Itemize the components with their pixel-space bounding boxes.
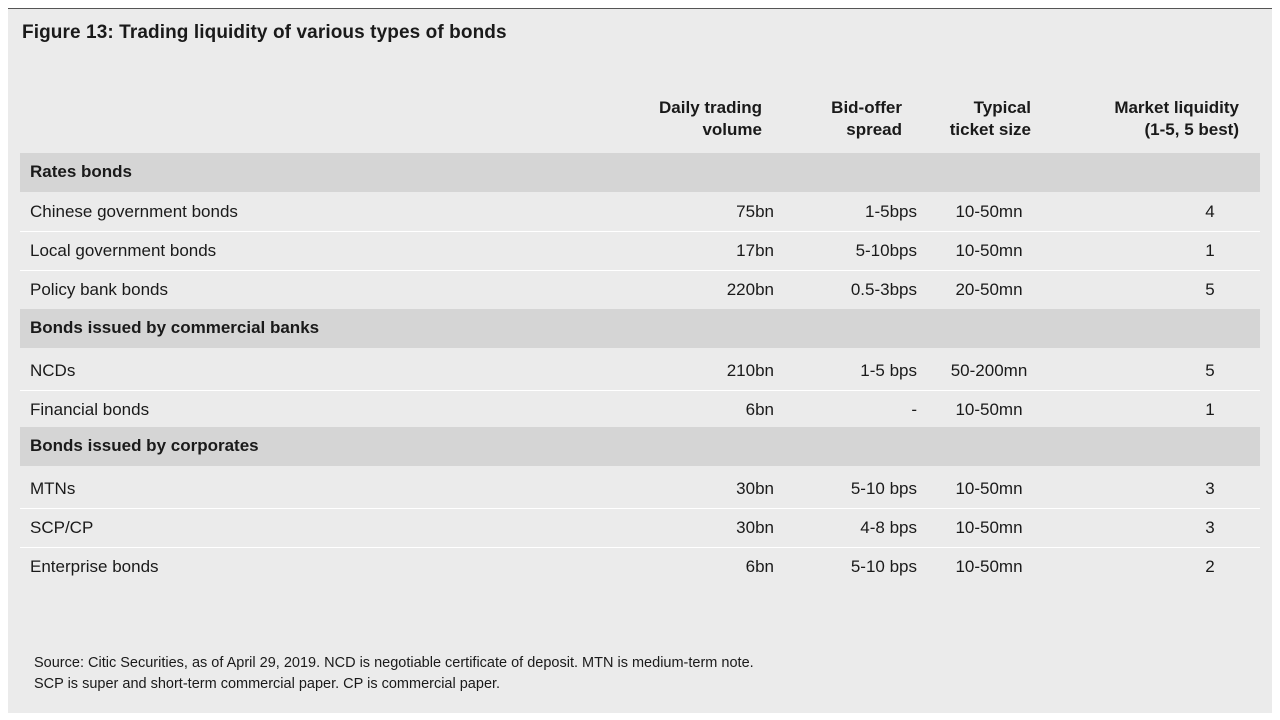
- bond-type-cell: Policy bank bonds: [30, 280, 168, 299]
- table-row: [20, 231, 1260, 271]
- header-line: Bid-offer: [831, 98, 902, 117]
- header-market-liquidity: [1114, 97, 1239, 141]
- header-typical-ticket-size: [950, 97, 1031, 141]
- ticket-size-cell: 10-50mn: [955, 518, 1023, 537]
- bond-type-cell: NCDs: [30, 361, 76, 380]
- section-corporates: [20, 427, 1260, 466]
- table-row: [20, 547, 1260, 586]
- liquidity-cell: 5: [1205, 361, 1215, 380]
- header-line: Daily trading: [659, 98, 762, 117]
- volume-cell: 6bn: [745, 557, 774, 576]
- spread-cell: 1-5bps: [865, 202, 917, 221]
- ticket-size-cell: 10-50mn: [955, 241, 1023, 260]
- volume-cell: 30bn: [736, 518, 774, 537]
- spread-cell: -: [911, 400, 917, 419]
- section-label: Bonds issued by commercial banks: [30, 318, 320, 337]
- bond-type-cell: Local government bonds: [30, 241, 217, 260]
- section-rates-bonds: [20, 153, 1260, 192]
- table-row: [20, 469, 1260, 509]
- ticket-size-cell: 10-50mn: [955, 202, 1023, 221]
- liquidity-cell: 3: [1205, 518, 1215, 537]
- table-row: [20, 270, 1260, 309]
- figure-panel: [8, 8, 1272, 713]
- section-commercial-banks: [20, 309, 1260, 348]
- header-line: spread: [846, 120, 902, 139]
- section-label: Bonds issued by corporates: [30, 436, 259, 455]
- source-note: [34, 653, 754, 695]
- figure-title: Figure 13: Trading liquidity of various types of bonds: [22, 22, 507, 43]
- liquidity-cell: 1: [1205, 400, 1215, 419]
- bond-type-cell: Enterprise bonds: [30, 557, 159, 576]
- bond-type-cell: Chinese government bonds: [30, 202, 238, 221]
- spread-cell: 5-10bps: [855, 241, 917, 260]
- volume-cell: 6bn: [745, 400, 774, 419]
- volume-cell: 220bn: [726, 280, 774, 299]
- header-line: Market liquidity: [1114, 98, 1239, 117]
- ticket-size-cell: 50-200mn: [950, 361, 1028, 380]
- header-daily-trading-volume: [659, 97, 762, 141]
- liquidity-cell: 4: [1205, 202, 1215, 221]
- source-note-line: Source: Citic Securities, as of April 29, 2019. NCD is negotiable certificate of deposit. MTN is medium-term note.: [34, 655, 754, 671]
- liquidity-cell: 5: [1205, 280, 1215, 299]
- spread-cell: 5-10 bps: [850, 557, 917, 576]
- liquidity-cell: 3: [1205, 479, 1215, 498]
- ticket-size-cell: 20-50mn: [955, 280, 1023, 299]
- bond-type-cell: MTNs: [30, 479, 76, 498]
- table-row: [20, 508, 1260, 548]
- volume-cell: 75bn: [736, 202, 774, 221]
- header-line: ticket size: [949, 120, 1031, 139]
- volume-cell: 17bn: [736, 241, 774, 260]
- table-row: [20, 192, 1260, 232]
- bond-type-cell: Financial bonds: [30, 400, 150, 419]
- liquidity-cell: 1: [1205, 241, 1215, 260]
- spread-cell: 1-5 bps: [860, 361, 917, 380]
- spread-cell: 5-10 bps: [850, 479, 917, 498]
- header-line: volume: [702, 120, 762, 139]
- table-row: [20, 351, 1260, 391]
- ticket-size-cell: 10-50mn: [955, 479, 1023, 498]
- volume-cell: 30bn: [736, 479, 774, 498]
- ticket-size-cell: 10-50mn: [955, 557, 1023, 576]
- bond-type-cell: SCP/CP: [30, 518, 94, 537]
- volume-cell: 210bn: [726, 361, 774, 380]
- liquidity-cell: 2: [1205, 557, 1215, 576]
- header-bid-offer-spread: [831, 97, 902, 141]
- header-line: Typical: [973, 98, 1031, 117]
- source-note-line: SCP is super and short-term commercial paper. CP is commercial paper.: [34, 676, 501, 692]
- table-row: [20, 390, 1260, 429]
- ticket-size-cell: 10-50mn: [955, 400, 1023, 419]
- section-label: Rates bonds: [30, 162, 133, 181]
- spread-cell: 0.5-3bps: [850, 280, 917, 299]
- spread-cell: 4-8 bps: [860, 518, 917, 537]
- header-line: (1-5, 5 best): [1144, 120, 1239, 139]
